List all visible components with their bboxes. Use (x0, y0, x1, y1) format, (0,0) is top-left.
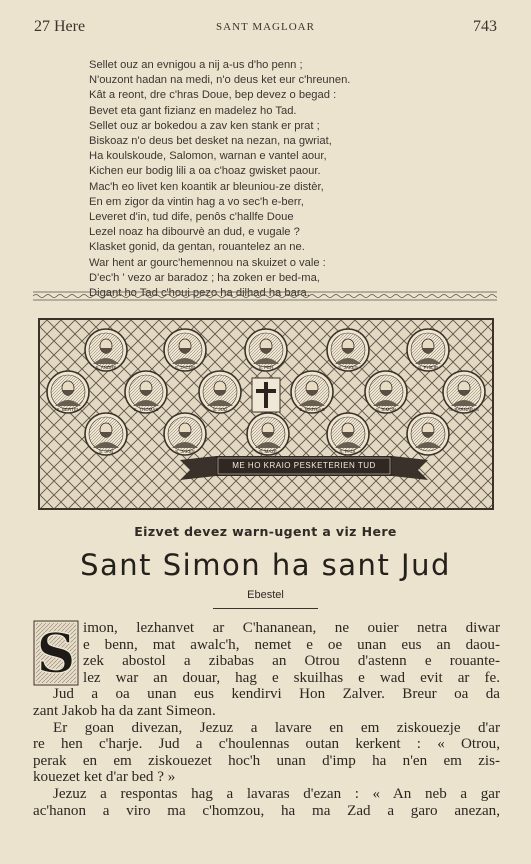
dropcap-letter: S (36, 621, 76, 685)
running-header (34, 18, 497, 40)
apostle-name-label: S. PAOL (339, 449, 357, 454)
poem-line: Sellet ouz an evnigou a nij a-us d'ho penn ; (89, 59, 303, 71)
apostle-medallion (164, 413, 206, 455)
header-title: SANT MAGLOAR (216, 21, 315, 33)
poem-line: Biskoaz n'o deus bet desket na nezan, na gwriat, (89, 135, 332, 148)
apostle-medallion (125, 371, 167, 413)
apostle-medallion (245, 329, 287, 371)
apostle-name-label: S. ANDRE (95, 365, 117, 370)
apostle-name-label: S. JAKES (338, 365, 358, 370)
body-line: imon, lezhanvet ar C'hananean, ne ouier netra diwar (83, 620, 500, 636)
poem-line: Ha koulskoude, Salomon, warnan e vantel aour, (89, 150, 327, 163)
body-line: perak en em ziskouezet hoc'h unan d'imp ha n'en em zis- (33, 752, 500, 769)
poem-line: N'ouzont hadan na medi, n'o deus ket eur c'hreunen. (89, 74, 351, 87)
poem-block (89, 58, 489, 301)
body-line: lez war an douar, hag e skuilhas e wad evit ar fe. (83, 669, 500, 686)
body-line: ac'hanon a viro ma c'homzou, ha ma Zad a garo anezan, (33, 802, 500, 819)
chapter-title: Sant Simon ha sant Jud (80, 548, 451, 582)
apostle-medallion (47, 371, 89, 413)
apostle-medallion (407, 329, 449, 371)
apostle-medallion (247, 413, 289, 455)
banner-inscription: ME HO KRAIO PESKETERIEN TUD (232, 461, 376, 470)
apostle-medallion (199, 371, 241, 413)
apostle-medallion (365, 371, 407, 413)
apostles-engraving (40, 320, 492, 508)
body-line: e benn, mat awalc'h, nemet e oe unan eus an daou- (83, 636, 500, 653)
poem-line: Leveret d'in, tud dife, penôs c'hallfe Doue (89, 211, 294, 224)
feast-caption: Eizvet devez warn-ugent a viz Here (134, 524, 397, 539)
poem-line: Sellet ouz ar bokedou a zav ken stank er prat ; (89, 119, 320, 132)
apostle-name-label: S. MAZE (258, 449, 278, 454)
wavy-divider (33, 290, 497, 302)
apostle-name-label: S. BERTEL (56, 407, 80, 412)
body-line: zek abostol a zibabas an Otrou d'astenn e rouante- (83, 653, 500, 670)
body-line: Er goan divezan, Jezuz a lavare en em ziskouezje d'ar (53, 719, 500, 736)
body-line: re hen c'harje. Jud a c'houlennas outan kerkent : « Otrou, (33, 736, 500, 753)
apostles-illustration (38, 318, 494, 510)
apostle-medallion (85, 413, 127, 455)
poem-line: Klasket gonid, da gentan, rouantelez an ne. (89, 241, 305, 254)
body-line: kouezet ket d'ar bed ? » (33, 769, 176, 786)
apostle-medallion (327, 413, 369, 455)
poem-line: En em zigor da vintin hag a vo sec'h e-berr, (89, 195, 304, 208)
body-line: Jezuz a respontas hag a lavaras d'ezan : « An neb a gar (53, 785, 500, 802)
title-rule (213, 608, 318, 609)
apostle-name-label: S. JUD (212, 407, 228, 412)
dropcap-ornament (33, 620, 79, 686)
chapter-subtitle: Ebestel (247, 589, 284, 601)
apostle-name-label: S. PER (258, 365, 274, 370)
apostle-name-label: S. THOMAS (133, 407, 159, 412)
center-cross-emblem (252, 378, 280, 412)
apostle-name-label: S. PHILIP (418, 365, 438, 370)
apostle-medallion (164, 329, 206, 371)
body-line: Jud a oa unan eus kendirvi Hon Zalver. Breur oa da (53, 686, 500, 703)
apostle-name-label: S. MATHIAS (299, 407, 325, 412)
poem-line: Kichen eur bodig lili a oa c'hoaz gwisket paour. (89, 165, 321, 178)
apostle-medallion (85, 329, 127, 371)
apostle-name-label: S. BARNABAS (448, 407, 480, 412)
page-number: 743 (473, 18, 497, 35)
poem-line: War hent ar gourc'hemennou na skuizet o vale : (89, 256, 326, 269)
poem-line: D'ec'h ' vezo ar baradoz ; ha zoken er bed-ma, (89, 271, 320, 284)
header-date: 27 Here (34, 18, 86, 35)
apostle-name-label: S. SIMON (375, 407, 397, 412)
apostle-medallion (407, 413, 449, 455)
apostle-name-label: S. JACOB (174, 365, 196, 370)
apostle-name-label: S. JAKES (175, 449, 195, 454)
apostle-medallion (291, 371, 333, 413)
poem-line: Lezel noaz ha dibourvè an dud, e vugale ? (89, 226, 300, 239)
apostle-medallion (327, 329, 369, 371)
apostle-medallion (443, 371, 485, 413)
poem-line: Bevet eta gant fizianz en madelez ho Tad. (89, 104, 297, 117)
apostle-name-label: S. JAN (98, 449, 114, 454)
body-text (33, 620, 500, 819)
poem-line: Digant ho Tad c'houi pezo ha dilhad ha bara. (89, 287, 310, 300)
poem-line: Kât a reont, dre c'hras Doue, bep devez o begad : (89, 89, 337, 102)
body-line: zant Jakob ha da zant Simeon. (33, 702, 216, 719)
poem-line: Mac'h eo livet ken koantik ar bleuniou-ze distèr, (89, 180, 324, 193)
